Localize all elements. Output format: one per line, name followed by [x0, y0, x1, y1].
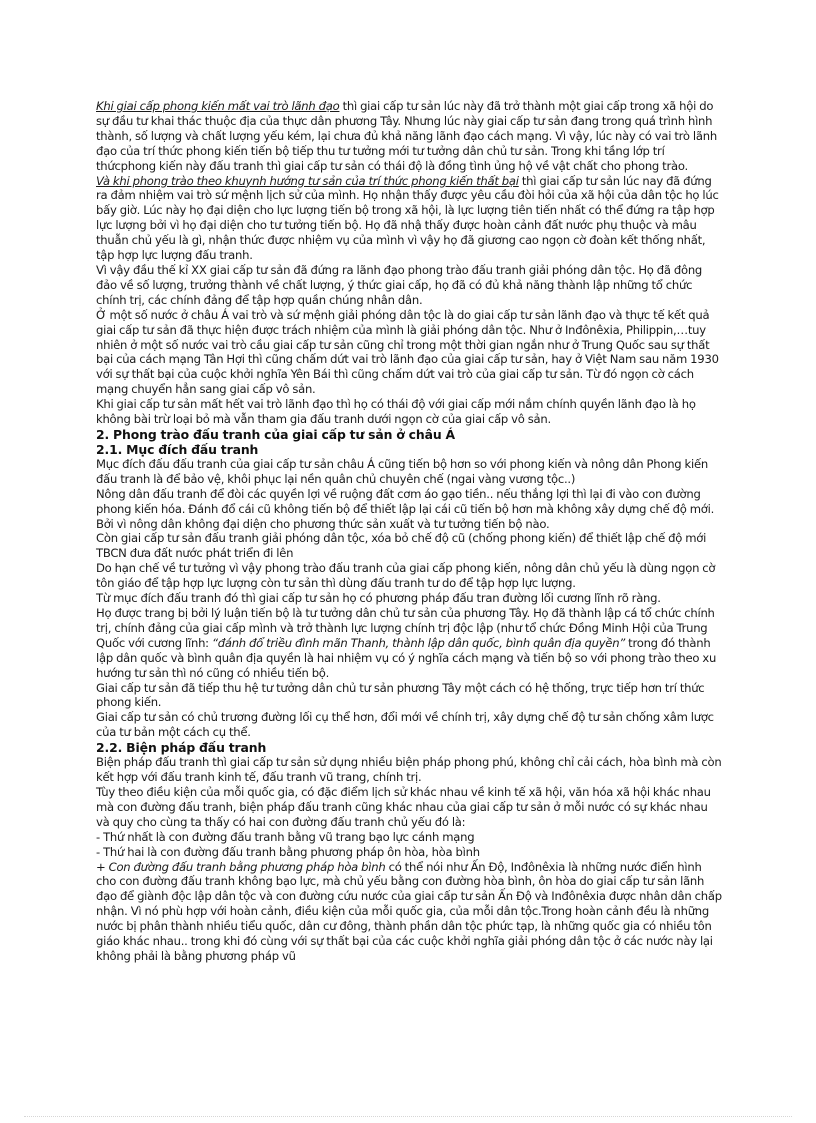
document-page: [96, 99, 722, 964]
paragraph-11: [96, 606, 722, 681]
paragraph-11-quote: “đánh đổ triều đình mãn Thanh, thành lập dân quốc, bình quân địa quyền”: [211, 635, 626, 650]
paragraph-12: Giai cấp tư sản đã tiếp thu hệ tư tưởng dân chủ tư sản phương Tây một cách có hệ thống, trực tiếp hơn trí thức phong kiến.: [96, 680, 705, 710]
paragraph-18-text: có thể nói như Ấn Độ, Inđônêxia là những nước điển hình cho con đường đấu tranh không bạo lực, mà chủ yếu bằng con đường hòa bình, ôn hòa do giai cấp tư sản lãnh đạo để giành độc lập dân tộc và con đường cứu nước của giai cấp tư sản Ấn Độ và Inđônêxia được nhân dân chấp nhận. Vì nó phù hợp với hoàn cảnh, điều kiện của mỗi quốc gia, của mỗi dân tộc.Trong hoàn cảnh đều là những nước bị phân thành nhiều tiểu quốc, dân cư đông, thành phần dân tộc phức tạp, là những quốc gia có nhiều tôn giáo khác nhau.. trong khi đó cùng với sự thất bại của các cuộc khởi nghĩa giải phóng dân tộc ở các nước này lại không phải là bằng phương pháp vũ: [96, 859, 722, 963]
list-item-1: - Thứ nhất là con đường đấu tranh bằng vũ trang bạo lực cánh mạng: [96, 829, 475, 844]
paragraph-2: [96, 174, 722, 263]
paragraph-8: Còn giai cấp tư sản đấu tranh giải phóng dân tộc, xóa bỏ chế độ cũ (chống phong kiến) để thiết lập chế độ mới TBCN đưa đất nước phát triển đi lên: [96, 531, 707, 561]
list-item-2: - Thứ hai là con đường đấu tranh bằng phương pháp ôn hòa, hòa bình: [96, 844, 480, 859]
paragraph-3: Vì vậy đầu thế kỉ XX giai cấp tư sản đã đứng ra lãnh đạo phong trào đấu tranh giải phóng dân tộc. Họ đã đông đảo về số lượng, trưởng thành về chất lượng, ý thức giai cấp, họ đã có đủ khả năng thành lập những tổ chức chính trị, các chính đảng để tập hợp quần chúng nhân dân.: [96, 262, 703, 307]
paragraph-11-text-b: trong đó thành lập dân quốc và bình quân địa quyền là hai nhiệm vụ có ý nghĩa cách mạng và tiến bộ so với phong trào theo xu hướng tư sản thì nó cũng có nhiều tiến bộ.: [96, 635, 717, 680]
paragraph-11-text-a: Họ được trang bị bởi lý luận tiến bộ là tư tưởng dân chủ tư sản của phương Tây. Họ đã thành lập cá tổ chức chính trị, chính đảng của giai cấp mình và trở thành lực lượng chính trị độc lập (như tổ chức Đồng Minh Hội của Trung Quốc với cương lĩnh:: [96, 606, 715, 650]
section-heading-2: 2. Phong trào đấu tranh của giai cấp tư sản ở châu Á: [96, 426, 455, 442]
subsection-heading-2-1: 2.1. Mục đích đấu tranh: [96, 441, 259, 457]
paragraph-18-plus: +: [96, 859, 109, 874]
paragraph-4: Ở một số nước ở châu Á vai trò và sứ mệnh giải phóng dân tộc là do giai cấp tư sản lãnh đạo và thực tế kết quả giai cấp tư sản đã thực hiện được trách nhiệm của mình là giải phóng dân tộc. Như ở Inđônêxia, Philippin,…tuy nhiên ở một số nước vai trò cầu giai cấp tư sản cũng chỉ trong một thời gian ngắn như ở Trung Quốc sau sự thất bại của cách mạng Tân Hợi thì cũng chấm dứt vai trò lãnh đạo của giai cấp tư sản, hay ở Việt Nam sau năm 1930 với sự thất bại của cuộc khởi nghĩa Yên Bái thì cũng chấm dứt vai trò của giai cấp tư sản. Từ đó ngọn cờ cách mạng chuyển hẳn sang giai cấp vô sản.: [96, 307, 719, 397]
paragraph-14: Biện pháp đấu tranh thì giai cấp tư sản sử dụng nhiều biện pháp phong phú, không chỉ cải cách, hòa bình mà còn kết hợp với đấu tranh kinh tế, đấu tranh vũ trang, chính trị.: [96, 755, 722, 785]
page-bottom-rule: [24, 1116, 792, 1117]
paragraph-18: [96, 860, 722, 964]
paragraph-18-emphasis: Con đường đấu tranh bằng phương pháp hòa bình: [108, 859, 386, 874]
paragraph-10: Từ mục đích đấu tranh đó thì giai cấp tư sản họ có phương pháp đấu tran đường lối cương lĩnh rõ ràng.: [96, 591, 661, 606]
paragraph-1-text: thì giai cấp tư sản lúc này đã trở thành một giai cấp trong xã hội do sự đầu tư khai thác thuộc địa của thực dân phương Tây. Nhưng lúc này giai cấp tư sản đang trong quá trình hình thành, số lượng và chất lượng yếu kém, lại chưa đủ khả năng lãnh đạo cách mạng. Vì vậy, lúc này có vai trò lãnh đạo của trí thức phong kiến tiến bộ tiếp thu tư tưởng mới tư tưởng dân chủ tư sản. Trong khi tầng lớp trí thứcphong kiến này đấu tranh thì giai cấp tư sản có thái độ là đồng tình ủng hộ về vật chất cho phong trào.: [96, 99, 717, 173]
subsection-heading-2-2: 2.2. Biện pháp đấu tranh: [96, 740, 267, 756]
paragraph-13: Giai cấp tư sản có chủ trương đường lối cụ thể hơn, đổi mới về chính trị, xây dựng chế độ tư sản chống xâm lược của tư bản một cách cụ thể.: [96, 710, 714, 740]
paragraph-15: Tùy theo điều kiện của mỗi quốc gia, có đặc điểm lịch sử khác nhau về kinh tế xã hội, văn hóa xã hội khác nhau mà con đường đấu tranh, biện pháp đấu tranh cũng khác nhau của giai cấp tư sản ở mỗi nước có sự khác nhau và quy cho cùng ta thấy có hai con đường đấu tranh chủ yếu đó là:: [96, 784, 711, 829]
paragraph-1: [96, 99, 722, 174]
paragraph-5: Khi giai cấp tư sản mất hết vai trò lãnh đạo thì họ có thái độ với giai cấp mới nắm chính quyền lãnh đạo là họ không bài trừ loại bỏ mà vẫn tham gia đấu tranh dưới ngọn cờ của giai cấp vô sản.: [96, 397, 696, 427]
paragraph-1-lead: Khi giai cấp phong kiến mất vai trò lãnh đạo: [96, 99, 340, 113]
paragraph-7: Nông dân đấu tranh để đòi các quyền lợi về ruộng đất cơm áo gạo tiền.. nếu thắng lợi thì lại đi vào con đường phong kiến hóa. Đánh đổ cái cũ không tiến bộ để thiết lập lại cái cũ tiến bộ hơn mà không xây dựng chế độ mới. Bởi vì nông dân không đại diện cho phương thức sản xuất và tư tưởng tiến bộ nào.: [96, 486, 715, 531]
paragraph-2-text: thì giai cấp tư sản lúc nay đã đứng ra đảm nhiệm vai trò sứ mệnh lịch sử của mình. Họ nhận thấy được yêu cầu đòi hỏi của xã hội của dân tộc họ lúc bấy giờ. Lúc này họ đại diện cho lực lượng tiến bộ trong xã hội, là lực lượng tiên tiến nhất có thể đứng ra tập hợp lực lượng bởi vì họ đại diện cho tư tưởng tiến bộ. Họ đã nhậ thấy được hoàn cảnh đất nước phụ thuộc và mâu thuẫn chủ yếu là gì, nhận thức được nhiệm vụ của mình vì vậy họ đã giương cao ngọn cờ đoàn kết thống nhất, tập hợp lực lượng đấu tranh.: [96, 173, 719, 263]
paragraph-6: Mục đích đấu đấu tranh của giai cấp tư sản châu Á cũng tiến bộ hơn so với phong kiến và nông dân Phong kiến đấu tranh là để bảo vệ, khôi phục lại nền quân chủ chuyên chế (ngai vàng vương tộc..): [96, 456, 708, 486]
paragraph-9: Do hạn chế về tư tưởng vì vậy phong trào đấu tranh của giai cấp phong kiến, nông dân chủ yếu là dùng ngọn cờ tôn giáo để tập hợp lực lượng còn tư sản thì dùng đấu tranh tư do để tập hợp lực lượng.: [96, 561, 716, 591]
paragraph-2-lead: Và khi phong trào theo khuynh hướng tư sản của trí thức phong kiến thất bại: [96, 173, 519, 188]
